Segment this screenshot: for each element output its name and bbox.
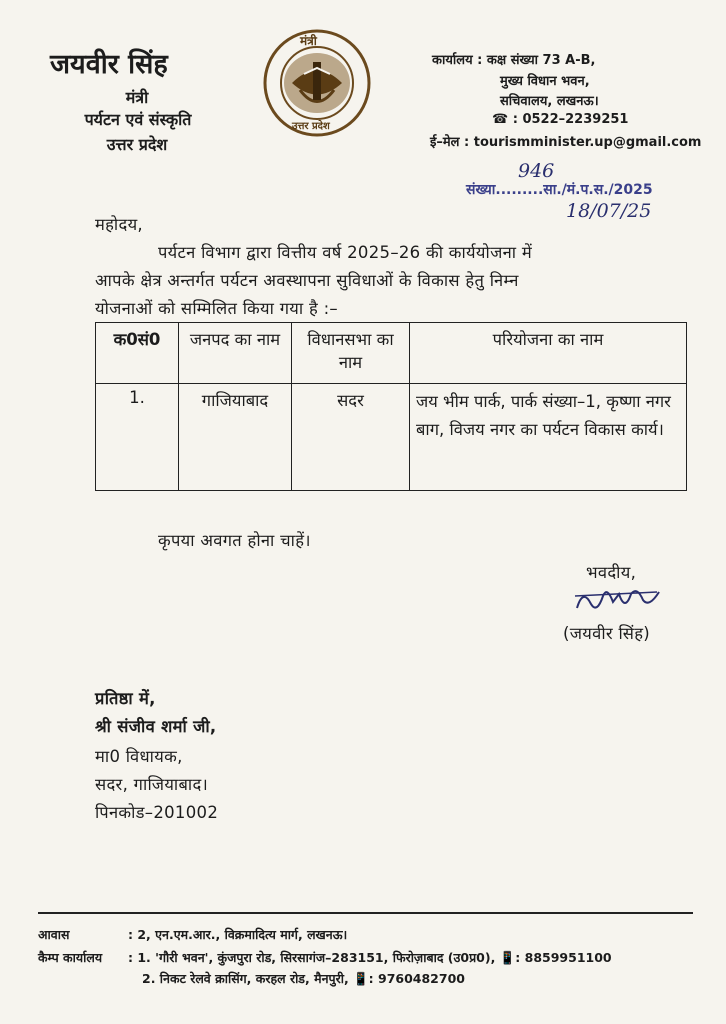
- cell-project: जय भीम पार्क, पार्क संख्या–1, कृष्णा नगर बाग, विजय नगर का पर्यटन विकास कार्य।: [410, 384, 687, 491]
- yours-faithfully: भवदीय,: [586, 563, 637, 582]
- recipient-to: प्रतिष्ठा में,: [95, 689, 156, 708]
- footer-camp-line2: [142, 970, 465, 987]
- ref-line: संख्या.........सा./मं.प.स./2025: [466, 182, 653, 198]
- col-serial: क0सं0: [96, 323, 179, 384]
- sender-designation: मंत्री: [125, 88, 149, 107]
- salutation: महोदय,: [95, 215, 143, 234]
- footer-residence-label: आवास: [38, 927, 70, 942]
- footer-camp-line1: [128, 949, 612, 966]
- col-assembly: विधानसभा का नाम: [292, 323, 410, 384]
- footer-residence: : 2, एन.एम.आर., विक्रमादित्य मार्ग, लखनऊ।: [128, 927, 348, 942]
- office-line2: मुख्य विधान भवन,: [500, 74, 590, 89]
- office-line1: कक्ष संख्या 73 A-B,: [486, 53, 596, 68]
- table-row: [96, 384, 687, 491]
- col-district: जनपद का नाम: [179, 323, 292, 384]
- col-project: परियोजना का नाम: [410, 323, 687, 384]
- sender-state: उत्तर प्रदेश: [106, 135, 168, 154]
- office-phone-number: : 0522–2239251: [512, 112, 629, 127]
- recipient-name: श्री संजीव शर्मा जी,: [95, 717, 217, 736]
- footer-camp1-address: : 1. 'गौरी भवन', कुंजपुरा रोड, सिरसागंज–283151, फिरोज़ाबाद (उ0प्र0),: [128, 950, 496, 965]
- office-label: कार्यालय :: [432, 53, 483, 68]
- cell-serial: 1.: [96, 384, 179, 491]
- sender-department: पर्यटन एवं संस्कृति: [84, 110, 192, 129]
- office-phone: [492, 112, 628, 127]
- emblem-top-text: मंत्री: [300, 34, 317, 48]
- signatory-name: (जयवीर सिंह): [563, 624, 651, 643]
- emblem-bottom-text: उत्तर प्रदेश: [292, 121, 330, 132]
- recipient-title: मा0 विधायक,: [95, 747, 183, 766]
- footer-camp1-phone: : 8859951100: [515, 950, 612, 965]
- mobile-phone-icon: 📱: [499, 950, 516, 965]
- ref-number-handwritten: 946: [518, 160, 555, 182]
- cell-district: गाजियाबाद: [179, 384, 292, 491]
- mobile-phone-icon: 📱: [353, 971, 369, 986]
- up-government-emblem: [262, 28, 372, 138]
- office-line3: सचिवालय, लखनऊ।: [500, 94, 599, 109]
- closing-note: कृपया अवगत होना चाहें।: [158, 531, 311, 550]
- office-email: [430, 132, 701, 150]
- email-address: tourismminister.up@gmail.com: [473, 135, 702, 150]
- ref-date-handwritten: 18/07/25: [566, 200, 652, 222]
- recipient-place: सदर, गाजियाबाद।: [95, 775, 209, 794]
- footer-camp2-address: 2. निकट रेलवे क्रासिंग, करहल रोड, मैनपुरी,: [142, 971, 349, 986]
- sender-name: जयवीर सिंह: [50, 49, 168, 80]
- telephone-icon: ☎: [492, 112, 509, 127]
- cell-assembly: सदर: [292, 384, 410, 491]
- table-header-row: [96, 323, 687, 384]
- recipient-pincode: पिनकोड–201002: [95, 803, 219, 822]
- paragraph-line-3: योजनाओं को सम्मिलित किया गया है :–: [95, 299, 338, 318]
- footer-divider: [38, 912, 693, 914]
- email-label: ई–मेल :: [430, 135, 470, 150]
- handwritten-signature: [573, 582, 663, 618]
- paragraph-line-1: पर्यटन विभाग द्वारा वित्तीय वर्ष 2025–26 की कार्ययोजना में: [158, 243, 533, 262]
- footer-camp-label: कैम्प कार्यालय: [38, 950, 103, 965]
- footer-camp2-phone: : 9760482700: [368, 971, 465, 986]
- paragraph-line-2: आपके क्षेत्र अन्तर्गत पर्यटन अवस्थापना सुविधाओं के विकास हेतु निम्न: [95, 271, 519, 290]
- project-table: [95, 322, 687, 491]
